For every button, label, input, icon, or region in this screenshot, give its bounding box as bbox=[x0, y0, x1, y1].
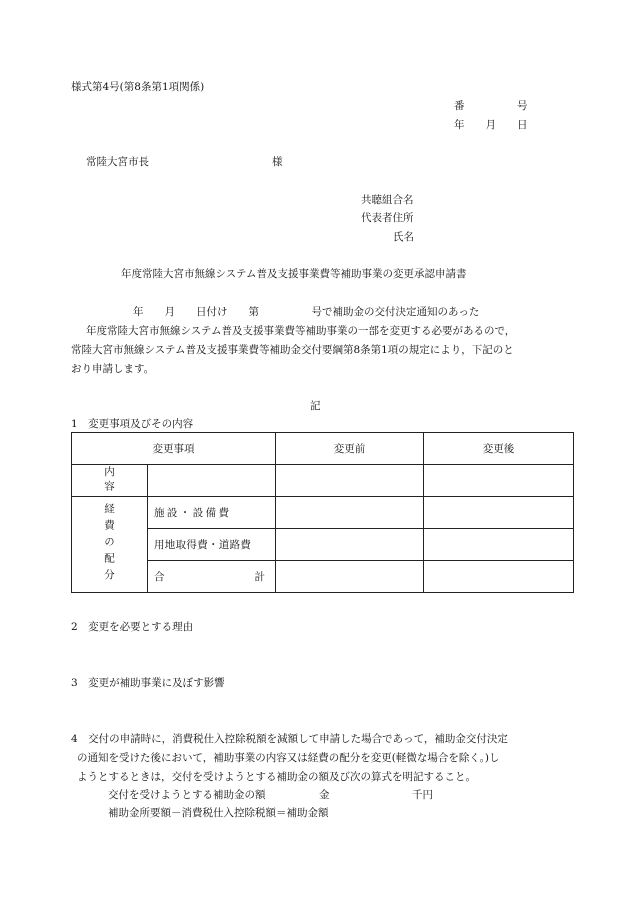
applicant-name-label: 氏名 bbox=[393, 231, 414, 243]
section-1-heading: 1 変更事項及びその内容 bbox=[71, 418, 194, 430]
change-table bbox=[71, 432, 574, 593]
document-title: 年度常陸大宮市無線システム普及支援事業費等補助事業の変更承認申請書 bbox=[121, 268, 467, 280]
amount-label: 交付を受けようとする補助金の額 bbox=[108, 789, 266, 801]
section-4-line-2: の通知を受けた後において，補助事業の内容又は経費の配分を変更(軽微な場合を除く。)し bbox=[77, 752, 500, 764]
table-row bbox=[72, 497, 574, 529]
content-before-cell[interactable] bbox=[276, 465, 424, 497]
body-line-1: 年 月 日付け 第 号で補助金の交付決定通知のあった bbox=[133, 306, 480, 318]
table-header-row bbox=[72, 433, 574, 465]
body-line-3: 常陸大宮市無線システム普及支援事業費等補助金交付要綱第8条第1項の規定により，下記のと bbox=[71, 344, 514, 356]
section-4-line-1: 4 交付の申請時に，消費税仕入控除税額を減額して申請した場合であって，補助金交付決定 bbox=[71, 733, 508, 745]
land-after-cell[interactable] bbox=[424, 529, 574, 561]
ki-heading: 記 bbox=[310, 400, 321, 412]
body-line-2: 年度常陸大宮市無線システム普及支援事業費等補助事業の一部を変更する必要があるので， bbox=[86, 325, 516, 337]
applicant-address-label: 代表者住所 bbox=[361, 212, 414, 224]
content-input-cell[interactable] bbox=[148, 465, 276, 497]
land-before-cell[interactable] bbox=[276, 529, 424, 561]
total-before-cell[interactable] bbox=[276, 561, 424, 593]
honorific: 様 bbox=[272, 156, 283, 168]
header-before: 変更前 bbox=[276, 433, 424, 465]
applicant-org-label: 共聴組合名 bbox=[361, 194, 414, 206]
total-char-b: 計 bbox=[254, 571, 265, 583]
table-row bbox=[72, 561, 574, 593]
total-after-cell[interactable] bbox=[424, 561, 574, 593]
content-after-cell[interactable] bbox=[424, 465, 574, 497]
row-label-expense: 経費の配分 bbox=[72, 497, 148, 593]
body-line-4: おり申請します。 bbox=[71, 363, 155, 375]
facility-after-cell[interactable] bbox=[424, 497, 574, 529]
document-number-line: 番 号 bbox=[454, 100, 528, 112]
table-row bbox=[72, 529, 574, 561]
date-line: 年 月 日 bbox=[454, 119, 528, 131]
amount-kin: 金 bbox=[319, 789, 330, 801]
form-number: 様式第4号(第8条第1項関係) bbox=[71, 81, 205, 93]
row-label-content: 内容 bbox=[72, 465, 148, 497]
section-4-line-3: ようとするときは，交付を受けようとする補助金の額及び次の算式を明記すること。 bbox=[77, 771, 476, 783]
expense-facility-label: 施設・設備費 bbox=[148, 497, 276, 529]
header-change-item: 変更事項 bbox=[72, 433, 276, 465]
expense-land-label: 用地取得費・道路費 bbox=[148, 529, 276, 561]
addressee: 常陸大宮市長 bbox=[86, 156, 149, 168]
header-after: 変更後 bbox=[424, 433, 574, 465]
table-row bbox=[72, 465, 574, 497]
facility-before-cell[interactable] bbox=[276, 497, 424, 529]
amount-unit: 千円 bbox=[412, 789, 433, 801]
section-2-heading: 2 変更を必要とする理由 bbox=[71, 621, 194, 633]
section-3-heading: 3 変更が補助事業に及ぼす影響 bbox=[71, 677, 225, 689]
expense-total-label bbox=[148, 561, 276, 593]
total-char-a: 合 bbox=[154, 571, 165, 583]
formula: 補助金所要額－消費税仕入控除税額＝補助金額 bbox=[108, 807, 329, 819]
